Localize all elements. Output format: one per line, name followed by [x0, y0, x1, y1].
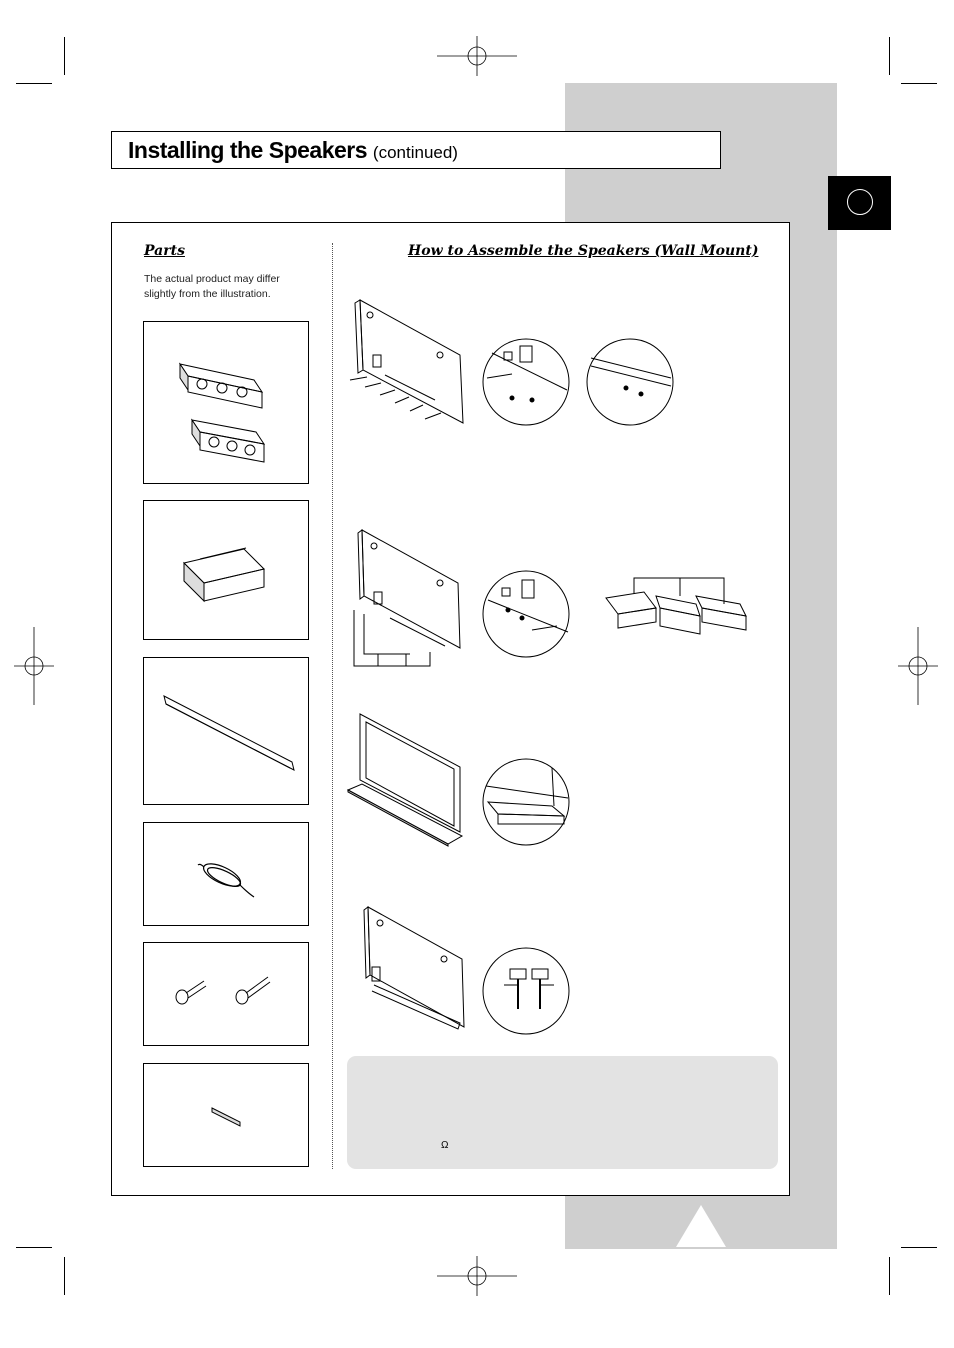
detail-circle-icon [482, 758, 572, 848]
crop-mark [64, 37, 65, 75]
tv-front-step3-illustration [348, 712, 468, 847]
tab-circle-icon [847, 189, 873, 215]
impedance-symbol: Ω [441, 1140, 449, 1151]
crop-mark [889, 1257, 890, 1295]
part-box-cable [143, 822, 309, 926]
registration-mark-icon [898, 627, 938, 705]
detail-circle-icon [482, 947, 572, 1037]
parts-heading: Parts [144, 243, 185, 259]
parts-disclaimer: The actual product may differ slightly from the illustration. [144, 273, 280, 300]
language-tab [828, 176, 891, 230]
center-speaker-icon [144, 501, 310, 641]
page-title [128, 137, 458, 164]
part-box-rail [143, 657, 309, 805]
detail-circle-icon [482, 570, 572, 660]
page-triangle-icon [676, 1205, 726, 1247]
crop-mark [901, 83, 937, 84]
crop-mark [64, 1257, 65, 1295]
part-box-clip [143, 1063, 309, 1167]
speaker-pair-icon [144, 322, 310, 485]
screws-icon [144, 943, 310, 1047]
detail-circle-icon [482, 338, 572, 428]
column-divider [332, 243, 333, 1169]
crop-mark [889, 37, 890, 75]
part-box-screws [143, 942, 309, 1046]
part-box-speakers [143, 321, 309, 484]
crop-mark [16, 1247, 52, 1248]
crop-mark [901, 1247, 937, 1248]
tv-rear-step4-illustration [358, 905, 473, 1035]
page-title-text: Installing the Speakers [128, 137, 368, 163]
speaker-cable-icon [144, 823, 310, 927]
detail-circle-icon [586, 338, 676, 428]
part-box-center-speaker [143, 500, 309, 640]
registration-mark-icon [437, 36, 517, 76]
crop-mark [16, 83, 52, 84]
bracket-clip-icon [144, 1064, 310, 1168]
registration-mark-icon [437, 1256, 517, 1296]
tv-rear-step1-illustration [345, 295, 470, 430]
page-title-suffix: (continued) [372, 143, 458, 162]
assembly-heading: How to Assemble the Speakers (Wall Mount) [408, 243, 759, 259]
speakers-assembly-illustration [604, 574, 750, 640]
mounting-rail-icon [144, 658, 310, 806]
registration-mark-icon [14, 627, 54, 705]
tv-rear-step2-illustration [350, 528, 470, 676]
note-box [347, 1056, 778, 1169]
